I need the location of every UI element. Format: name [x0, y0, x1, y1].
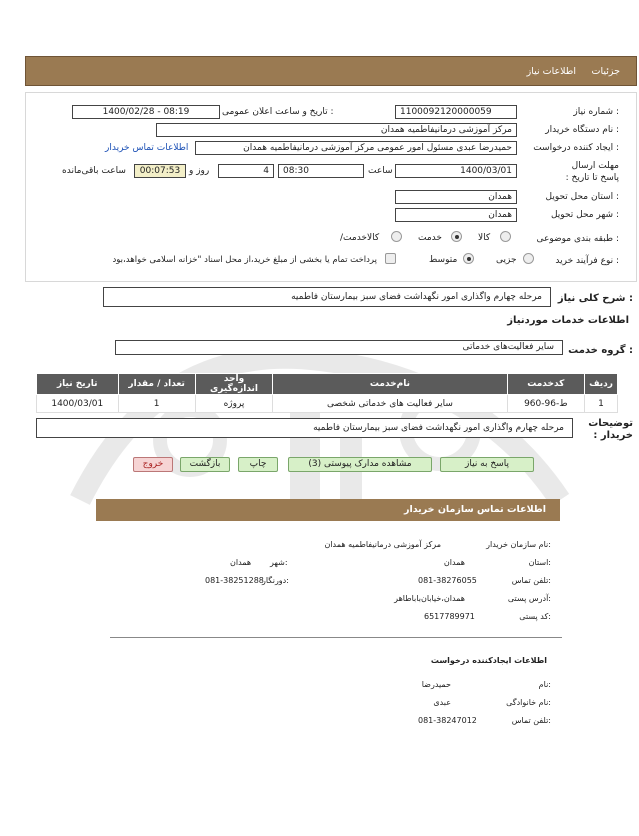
announce-label: تاریخ و ساعت اعلان عمومی :	[222, 107, 334, 117]
city-label: شهر محل تحویل :	[550, 210, 619, 220]
print-button[interactable]: چاپ	[238, 457, 278, 472]
fax-label: دورنگار:	[262, 576, 289, 585]
buyer-notes-field: مرحله چهارم واگذاری امور نگهداشت فضای سبز بیمارستان فاطمیه	[36, 418, 573, 438]
creator-field: حمیدرضا عبدی مسئول امور عمومی مرکز آموزشی درمانیفاطمیه همدان	[195, 141, 517, 155]
cat-goods-label: کالا	[478, 233, 491, 243]
phone-label: تلفن تماس:	[511, 576, 551, 585]
payment-checkbox[interactable]	[385, 253, 396, 264]
contact-province-value: همدان	[443, 558, 465, 567]
top-nav-bar	[25, 56, 637, 86]
proc-medium-label: متوسط	[429, 255, 458, 265]
cat-service-label: خدمت	[418, 233, 442, 243]
postal-label: کد پستی:	[519, 612, 551, 621]
creator-name-label: نام:	[538, 680, 551, 689]
col-row: ردیف	[585, 374, 618, 395]
buyer-contact-link[interactable]: اطلاعات تماس خریدار	[105, 143, 189, 153]
contact-city-value: همدان	[230, 558, 252, 567]
category-label: طبقه بندی موضوعی :	[536, 234, 619, 244]
contact-bar-title: اطلاعات تماس سازمان خریدار	[403, 504, 546, 515]
phone-value: 081-38276055	[418, 576, 477, 585]
table-header-row	[37, 374, 618, 395]
city-field: همدان	[395, 208, 517, 222]
org-label: نام سازمان خریدار:	[486, 540, 551, 549]
service-group-field: سایر فعالیت‌های خدماتی	[115, 340, 563, 355]
need-form	[25, 92, 637, 282]
exit-button[interactable]: خروج	[133, 457, 173, 472]
deadline-date-field: 1400/03/01	[395, 164, 517, 178]
services-title: اطلاعات خدمات موردنیاز	[507, 315, 629, 326]
time-label: ساعت	[368, 166, 393, 176]
days-field: 4	[218, 164, 274, 178]
table-row	[37, 395, 618, 413]
col-quantity: تعداد / مقدار	[118, 374, 195, 395]
col-need-date: تاریخ نیاز	[37, 374, 119, 395]
cell-quantity: 1	[118, 395, 195, 413]
address-label: آدرس پستی:	[507, 594, 551, 603]
day-label: روز و	[189, 166, 210, 176]
contact-city-label: شهر:	[270, 558, 288, 567]
postal-value: 6517789971	[424, 612, 475, 621]
buyer-notes-label: توضیحات خریدار :	[588, 418, 633, 441]
cell-service-code: ط-96-960	[507, 395, 584, 413]
org-value: مرکز آموزشی درمانیفاطمیه همدان	[324, 540, 441, 549]
buyer-org-field: مرکز آموزشی درمانیفاطمیه همدان	[156, 123, 517, 137]
cell-unit: پروژه	[195, 395, 273, 413]
province-label: استان محل تحویل :	[545, 192, 619, 202]
col-service-code: کدخدمت	[507, 374, 584, 395]
deadline-label: مهلت ارسال پاسخ تا تاریخ :	[565, 161, 619, 183]
tab-details[interactable]: جزئیات	[591, 66, 620, 77]
radio-minor[interactable]	[523, 253, 534, 264]
service-group-label: گروه خدمت :	[568, 345, 633, 356]
creator-family-value: عبدی	[433, 698, 451, 707]
contact-province-label: استان:	[528, 558, 551, 567]
tab-need-info[interactable]: اطلاعات نیاز	[526, 66, 576, 77]
province-field: همدان	[395, 190, 517, 204]
buyer-org-label: نام دستگاه خریدار :	[545, 125, 619, 135]
creator-phone-value: 081-38247012	[418, 716, 477, 725]
radio-goods-service[interactable]	[391, 231, 402, 242]
payment-note: پرداخت تمام یا بخشی از مبلغ خرید،از محل اسناد "خزانه اسلامی خواهد،بود	[112, 255, 377, 265]
summary-label: شرح کلی نیاز :	[557, 293, 633, 304]
attachments-button[interactable]: مشاهده مدارک پیوستی (3)	[288, 457, 432, 472]
creator-info-title: اطلاعات ایجادکننده درخواست	[430, 656, 547, 665]
services-table	[36, 373, 618, 413]
deadline-time-field: 08:30	[278, 164, 364, 178]
divider	[110, 637, 562, 638]
radio-service[interactable]	[451, 231, 462, 242]
back-button[interactable]: بازگشت	[180, 457, 230, 472]
need-number-field: 1100092120000059	[395, 105, 517, 119]
creator-name-value: حمیدرضا	[421, 680, 451, 689]
cell-service-name: سایر فعالیت های خدماتی شخصی	[273, 395, 507, 413]
fax-value: 081-38251288	[205, 576, 264, 585]
col-service-name: نام‌خدمت	[273, 374, 507, 395]
creator-label: ایجاد کننده درخواست :	[533, 143, 619, 153]
remaining-time-field: 00:07:53	[134, 164, 186, 178]
creator-family-label: نام خانوادگی:	[506, 698, 551, 707]
summary-field: مرحله چهارم واگذاری امور نگهداشت فضای سبز بیمارستان فاطمیه	[103, 287, 551, 307]
reply-button[interactable]: پاسخ به نیاز	[440, 457, 534, 472]
address-value: همدان،خیابان‌باباطاهر	[394, 594, 465, 603]
process-label: نوع فرآیند خرید :	[555, 256, 619, 266]
cell-row: 1	[585, 395, 618, 413]
col-unit: واحد اندازه‌گیری	[195, 374, 273, 395]
radio-medium[interactable]	[463, 253, 474, 264]
proc-minor-label: جزیی	[496, 255, 517, 265]
cell-need-date: 1400/03/01	[37, 395, 119, 413]
need-number-label: شماره نیاز :	[573, 107, 619, 117]
cat-goods-service-label: /کالاخدمت	[340, 233, 380, 243]
radio-goods[interactable]	[500, 231, 511, 242]
announce-field: 1400/02/28 - 08:19	[72, 105, 220, 119]
remaining-label: ساعت باقی‌مانده	[62, 166, 126, 176]
contact-info-bar	[96, 499, 560, 521]
creator-phone-label: تلفن تماس:	[511, 716, 551, 725]
